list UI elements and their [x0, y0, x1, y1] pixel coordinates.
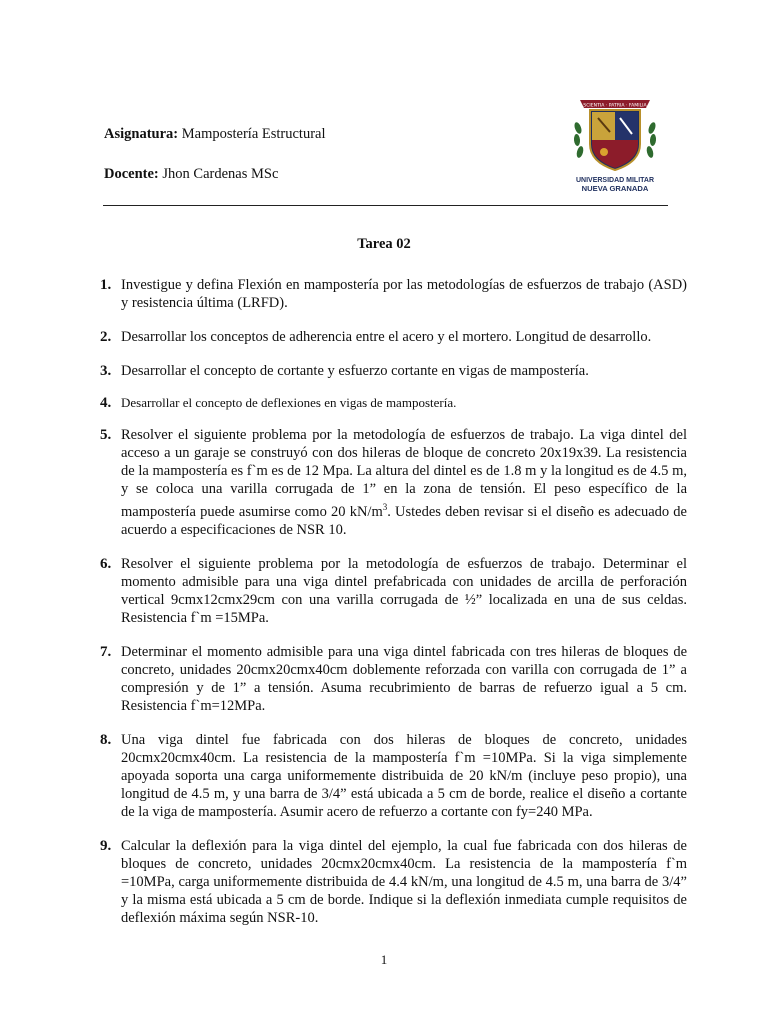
task-text: Calcular la deflexión para la viga dintel del ejemplo, la cual fue fabricada con dos hileras de bloques de concreto, unidades 20cmx20cmx40cm. La resistencia de la mampostería f`m =10MPa, carga uniformemente distribuida de 4.4 kN/m, una longitud de 4.5 m, una barra de 3/4” y la misma está ubicada a 5 cm de borde. Indique si la deflexión inmediata cumple requisitos de deflexión máxima según NSR-10. [121, 837, 687, 926]
task-number: 2. [100, 329, 112, 345]
task-text [121, 427, 687, 538]
task-text: Resolver el siguiente problema por la metodología de esfuerzos de trabajo. Determinar el momento admisible para una viga dintel prefabricada con unidades de arcilla de perforación vertical 9cmx12cmx29cm con una varilla corrugada de ½” localizada en una de sus celdas. Resistencia f`m =15MPa. [121, 555, 687, 626]
task-item-2 [100, 328, 687, 346]
task-item-6 [100, 555, 687, 627]
task-text-part: Resolver el siguiente problema por la metodología de esfuerzos de trabajo. La viga dintel del acceso a un garaje se construyó con dos hileras de bloque de concreto 20x19x39. La resistencia de la mampostería es f`m es de 12 Mpa. La altura del dintel es de 1.8 m y la longitud es de 4.5 m, y se coloca una varilla corrugada de 1” en la zona de tensión. El peso específico de la mampostería puede asumirse como 20 kN/m [121, 427, 687, 520]
superscript: 3 [382, 502, 388, 512]
task-number: 6. [100, 555, 112, 572]
task-text: Una viga dintel fue fabricada con dos hileras de bloques de concreto, unidades 20cmx20cmx40cm. La resistencia de la mampostería f`m =10MPa. Si la viga simplemente apoyada soporta una carga uniformemente distribuida de 20 kN/m (incluye peso propio), una longitud de 4.5 m, y una barra de 3/4” está ubicada a 5 cm de borde, realice el diseño a cortante de la viga de mampostería. Asumir acero de refuerzo a cortante con fy=240 MPa. [121, 731, 687, 820]
task-item-5 [100, 426, 687, 539]
page-title: Tarea 02 [357, 236, 411, 252]
task-text: Desarrollar el concepto de cortante y esfuerzo cortante en vigas de mampostería. [121, 363, 589, 379]
task-number: 5. [100, 427, 112, 443]
task-number: 7. [100, 643, 112, 660]
task-item-8 [100, 731, 687, 821]
page-number: 1 [380, 952, 388, 967]
task-item-4 [100, 394, 687, 412]
task-list [100, 276, 687, 943]
university-logo [570, 88, 660, 196]
asignatura-value: Mampostería Estructural [181, 126, 326, 142]
docente-value: Jhon Cardenas MSc [162, 166, 279, 182]
asignatura-line [104, 126, 326, 143]
task-number: 8. [100, 731, 112, 748]
logo-line1: UNIVERSIDAD MILITAR [575, 177, 655, 184]
task-text: Investigue y defina Flexión en mampostería por las metodologías de esfuerzos de trabajo (ASD) y resistencia última (LRFD). [121, 277, 687, 311]
task-number: 3. [100, 363, 112, 379]
docente-label: Docente: [104, 166, 159, 182]
task-number: 4. [100, 395, 112, 411]
task-text: Desarrollar los conceptos de adherencia entre el acero y el mortero. Longitud de desarrollo. [121, 329, 652, 345]
task-item-3 [100, 362, 687, 380]
asignatura-label: Asignatura: [104, 126, 179, 142]
logo-banner-text: SCIENTIA · PATRIA · FAMILIA [583, 103, 647, 109]
task-item-7 [100, 643, 687, 715]
task-item-1 [100, 276, 687, 312]
logo-line2: NUEVA GRANADA [581, 184, 649, 193]
header-divider [103, 205, 668, 206]
task-item-9 [100, 837, 687, 927]
task-text-part: . Ustedes deben revisar si el diseño es adecuado de acuerdo a especificaciones de NSR 10. [121, 503, 687, 538]
task-text: Determinar el momento admisible para una viga dintel fabricada con tres hileras de bloques de concreto, unidades 20cmx20cmx40cm doblemente reforzada con varilla con corrugada de 1” a compresión y de 1” a tensión. Asuma recubrimiento de barras de refuerzo igual a 5 cm. Resistencia f`m=12MPa. [121, 643, 687, 714]
docente-line [104, 166, 278, 183]
task-number: 1. [100, 277, 112, 293]
task-text: Desarrollar el concepto de deflexiones en vigas de mampostería. [121, 395, 457, 410]
task-number: 9. [100, 837, 112, 854]
